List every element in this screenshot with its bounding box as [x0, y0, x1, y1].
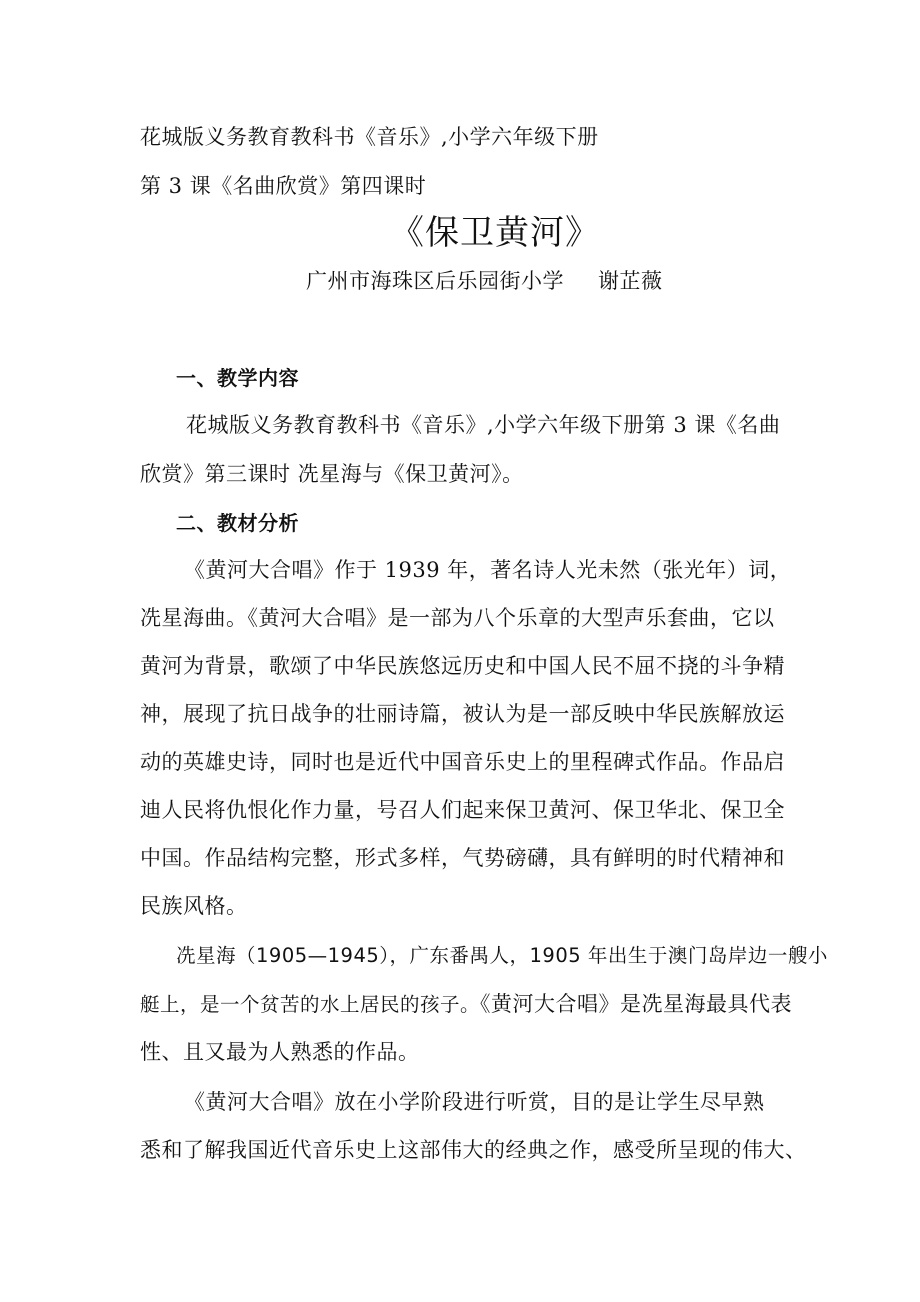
author-school: 广州市海珠区后乐园街小学: [306, 269, 564, 293]
paragraph-line: 《黄河大合唱》放在小学阶段进行听赏，目的是让学生尽早熟: [184, 1090, 765, 1114]
paragraph-line: 黄河为背景，歌颂了中华民族悠远历史和中国人民不屈不挠的斗争精: [140, 654, 785, 678]
paragraph-line: 民族风格。: [140, 894, 248, 918]
paragraph-line: 性、且又最为人熟悉的作品。: [140, 1040, 420, 1064]
paragraph-line: 悉和了解我国近代音乐史上这部伟大的经典之作，感受所呈现的伟大、: [140, 1138, 807, 1162]
paragraph-line: 中国。作品结构完整，形式多样，气势磅礴，具有鲜明的时代精神和: [140, 846, 785, 870]
paragraph-line: 冼星海曲。《黄河大合唱》是一部为八个乐章的大型声乐套曲，它以: [140, 606, 775, 630]
paragraph-span: 《黄河大合唱》是冼星海最具代表: [480, 992, 793, 1016]
header-line-1: 花城版义务教育教科书《音乐》,小学六年级下册: [140, 125, 599, 149]
author-name: 谢芷薇: [598, 269, 663, 293]
page-title: 《保卫黄河》: [390, 213, 600, 253]
header-line-2: 第 3 课《名曲欣赏》第四课时: [140, 174, 427, 198]
paragraph-line: 花城版义务教育教科书《音乐》,小学六年级下册第 3 课《名曲: [186, 413, 781, 437]
paragraph-line: [140, 989, 792, 1020]
paragraph-line: 神，展现了抗日战争的壮丽诗篇，被认为是一部反映中华民族解放运: [140, 702, 785, 726]
paragraph-line: 欣赏》第三课时 冼星海与《保卫黄河》。: [140, 462, 524, 486]
paragraph-line: 动的英雄史诗，同时也是近代中国音乐史上的里程碑式作品。作品启: [140, 750, 785, 774]
section-heading-2: 二、教材分析: [176, 511, 299, 535]
section-heading-1: 一、教学内容: [176, 366, 299, 390]
paragraph-line: 《黄河大合唱》作于 1939 年，著名诗人光未然（张光年）词，: [184, 558, 792, 582]
paragraph-span: 艇上，是一个贫苦的水上居民的孩子。: [140, 993, 481, 1016]
paragraph-line: 冼星海（1905—1945），广东番禺人，1905 年出生于澳门岛岸边一艘小: [176, 944, 828, 967]
paragraph-line: 迪人民将仇恨化作力量，号召人们起来保卫黄河、保卫华北、保卫全: [140, 798, 785, 822]
